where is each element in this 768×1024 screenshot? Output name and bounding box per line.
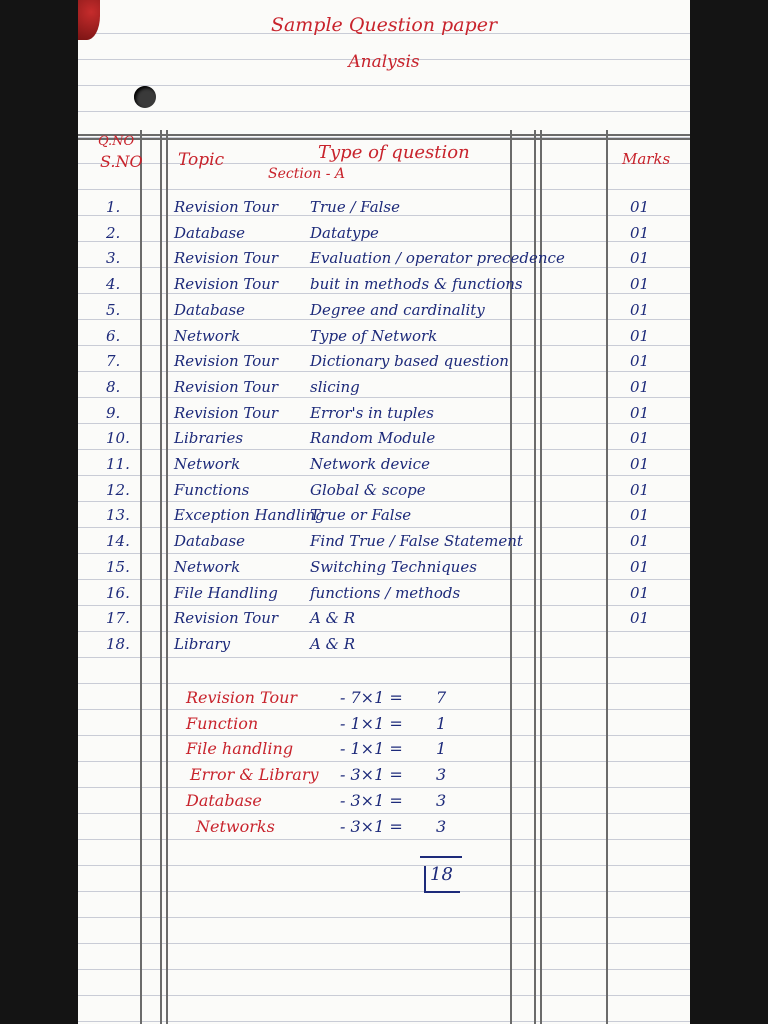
row-marks: 01 (630, 326, 650, 345)
row-topic: Revision Tour (174, 198, 279, 216)
summary-row (78, 688, 690, 714)
grand-total: 18 (430, 864, 453, 885)
row-marks: 01 (630, 609, 650, 628)
table-row (78, 455, 690, 481)
total-underline (424, 891, 460, 893)
row-marks: 01 (630, 300, 650, 319)
row-type: Global & scope (310, 480, 426, 499)
total-bracket (424, 866, 426, 892)
table-row (78, 378, 690, 404)
table-row (78, 249, 690, 275)
row-sno: 7. (106, 352, 121, 371)
summary-calc: - 3×1 = (340, 816, 403, 836)
summary-calc: - 3×1 = (340, 790, 403, 810)
row-marks: 01 (630, 506, 650, 525)
row-type: A & R (310, 609, 356, 628)
row-marks: 01 (630, 249, 650, 268)
total-rule (420, 856, 462, 858)
row-topic: File Handling (174, 583, 278, 602)
row-topic: Revision Tour (174, 275, 279, 294)
row-topic: Database (174, 223, 246, 242)
row-sno: 10. (106, 429, 130, 448)
type-header: Type of question (318, 142, 470, 163)
table-row (78, 481, 690, 507)
summary-row (78, 791, 690, 817)
row-marks: 01 (630, 275, 650, 294)
row-type: functions / methods (310, 583, 461, 602)
table-row (78, 506, 690, 532)
row-type: Switching Techniques (310, 557, 477, 576)
table-row (78, 301, 690, 327)
summary-row (78, 739, 690, 765)
qno-header: Q.NO (98, 134, 135, 149)
row-type: Evaluation / operator precedence (310, 249, 565, 268)
section-header: Section - A (268, 166, 346, 182)
row-marks: 01 (630, 403, 650, 422)
row-type: slicing (310, 377, 360, 396)
row-sno: 6. (106, 326, 121, 345)
page-subtitle: Analysis (348, 52, 420, 72)
table-row (78, 224, 690, 250)
topic-header: Topic (178, 150, 225, 170)
row-marks: 01 (630, 532, 650, 551)
summary-calc: - 1×1 = (340, 739, 403, 759)
table-row (78, 198, 690, 224)
row-topic: Database (174, 532, 246, 551)
summary-calc: - 1×1 = (340, 713, 403, 733)
summary-topic: Networks (196, 816, 275, 836)
summary-total: 1 (436, 713, 447, 733)
table-row (78, 327, 690, 353)
row-topic: Revision Tour (174, 609, 279, 628)
row-sno: 15. (106, 557, 130, 576)
row-marks: 01 (630, 480, 650, 499)
summary-total: 3 (436, 816, 447, 836)
row-topic: Network (174, 557, 241, 576)
row-type: Error's in tuples (310, 403, 434, 422)
row-type: Datatype (310, 223, 379, 242)
row-sno: 8. (106, 377, 121, 396)
table-row (78, 404, 690, 430)
row-topic: Revision Tour (174, 249, 279, 268)
row-marks: 01 (630, 198, 650, 216)
table-row (78, 429, 690, 455)
row-type: True or False (310, 506, 412, 525)
summary-topic: File handling (186, 739, 294, 759)
row-marks: 01 (630, 583, 650, 602)
table-row (78, 635, 690, 661)
row-marks: 01 (630, 429, 650, 448)
row-topic: Network (174, 326, 241, 345)
page-title: Sample Question paper (270, 14, 498, 36)
sno-header: S.NO (100, 152, 143, 171)
row-sno: 1. (106, 198, 121, 216)
row-marks: 01 (630, 352, 650, 371)
row-topic: Network (174, 455, 241, 473)
row-type: Network device (310, 455, 430, 473)
summary-calc: - 7×1 = (340, 688, 403, 707)
summary-total: 3 (436, 790, 447, 810)
summary-total: 7 (436, 688, 447, 707)
row-sno: 13. (106, 506, 130, 525)
punch-hole (134, 86, 156, 108)
row-marks: 01 (630, 377, 650, 396)
summary-topic: Database (186, 790, 262, 810)
summary-row (78, 765, 690, 791)
row-sno: 17. (106, 609, 130, 628)
row-marks: 01 (630, 223, 650, 242)
row-topic: Database (174, 300, 246, 319)
table-row (78, 584, 690, 610)
summary-topic: Revision Tour (186, 688, 298, 707)
row-type: buit in methods & functions (310, 275, 523, 294)
row-sno: 3. (106, 249, 121, 268)
row-marks: 01 (630, 557, 650, 576)
header-rule (78, 138, 690, 140)
row-type: A & R (310, 634, 356, 653)
row-topic: Revision Tour (174, 352, 279, 371)
row-topic: Functions (174, 480, 250, 499)
table-row (78, 352, 690, 378)
table-row (78, 532, 690, 558)
row-topic: Library (174, 634, 231, 653)
row-sno: 11. (106, 455, 130, 473)
table-row (78, 609, 690, 635)
row-topic: Exception Handling (174, 506, 325, 525)
row-sno: 5. (106, 300, 121, 319)
row-marks: 01 (630, 455, 650, 473)
row-sno: 18. (106, 634, 130, 653)
row-topic: Libraries (174, 429, 244, 448)
row-type: Degree and cardinality (310, 300, 485, 319)
row-type: Find True / False Statement (310, 532, 523, 551)
row-topic: Revision Tour (174, 403, 279, 422)
row-sno: 9. (106, 403, 121, 422)
notebook-page (78, 0, 690, 1024)
summary-row (78, 714, 690, 740)
summary-calc: - 3×1 = (340, 765, 403, 785)
row-type: Random Module (310, 429, 436, 448)
row-sno: 16. (106, 583, 130, 602)
table-row (78, 558, 690, 584)
row-sno: 2. (106, 223, 121, 242)
summary-total: 1 (436, 739, 447, 759)
row-type: True / False (310, 198, 401, 216)
row-type: Type of Network (310, 326, 438, 345)
summary-row (78, 817, 690, 843)
row-topic: Revision Tour (174, 377, 279, 396)
summary-total: 3 (436, 765, 447, 785)
header-rule (78, 134, 690, 136)
marks-header: Marks (622, 150, 671, 168)
summary-topic: Error & Library (190, 765, 319, 785)
row-sno: 12. (106, 480, 130, 499)
row-type: Dictionary based question (310, 352, 509, 371)
table-row (78, 275, 690, 301)
row-sno: 4. (106, 275, 121, 294)
summary-topic: Function (186, 713, 259, 733)
row-sno: 14. (106, 532, 130, 551)
